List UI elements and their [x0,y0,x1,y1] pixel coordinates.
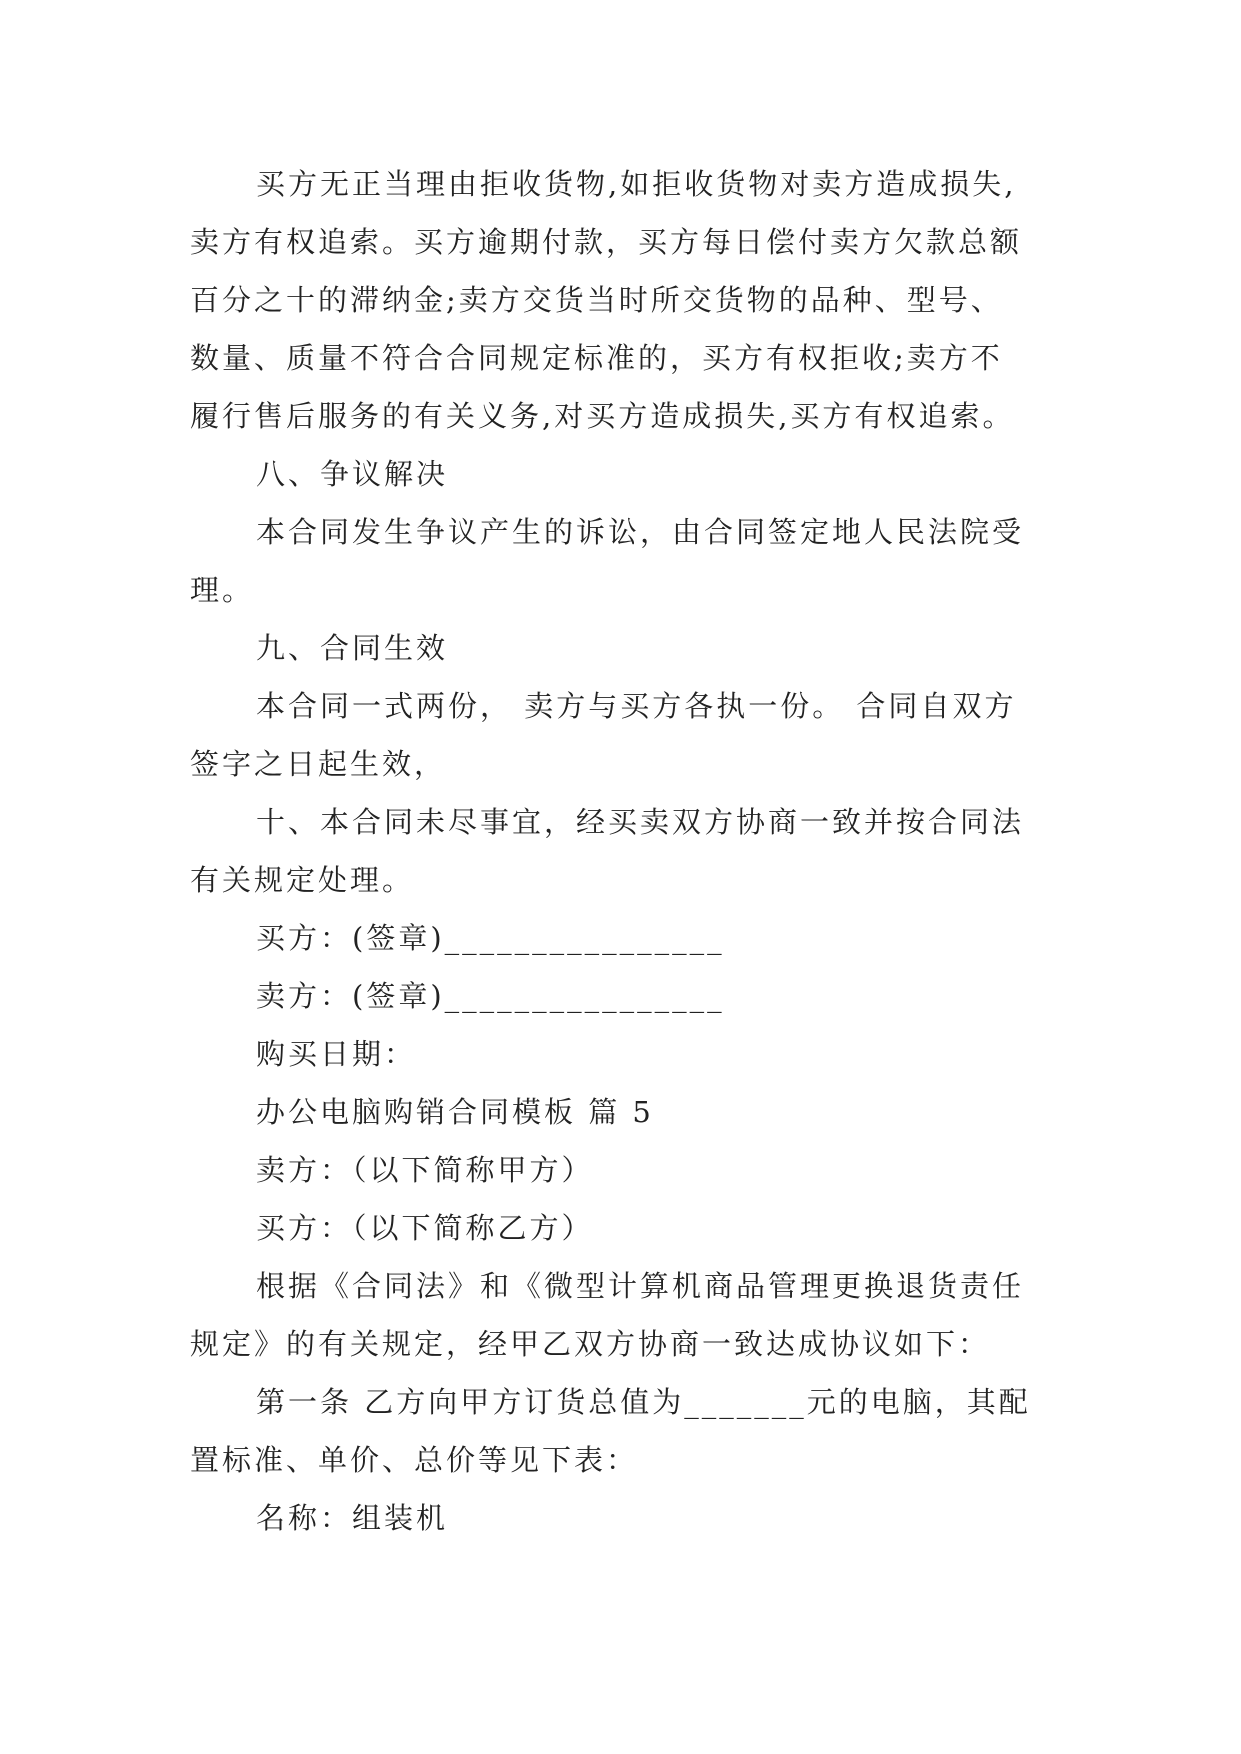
text-line: 有关规定处理。 [190,863,415,897]
text-line: 卖方有权追索。买方逾期付款，买方每日偿付卖方欠款总额 [190,225,1023,259]
buyer-signature-line: 买方：(签章)________________ [256,921,725,955]
text-line: 数量、质量不符合合同规定标准的，买方有权拒收;卖方不 [190,341,1003,375]
text-line: 卖方：（以下简称甲方） [256,1153,594,1187]
text-line: 第一条 乙方向甲方订货总值为_______元的电脑，其配 [256,1385,1031,1419]
seller-signature-line: 卖方：(签章)________________ [256,979,725,1013]
text-line: 根据《合同法》和《微型计算机商品管理更换退货责任 [256,1269,1025,1303]
text-line: 签字之日起生效， [190,747,447,781]
text-line: 百分之十的滞纳金;卖方交货当时所交货物的品种、型号、 [190,283,1003,317]
text-line: 名称：组装机 [256,1501,449,1535]
text-line: 本合同一式两份， 卖方与买方各执一份。 合同自双方 [256,689,1017,723]
text-line: 买方无正当理由拒收货物,如拒收货物对卖方造成损失, [256,167,1017,201]
document-body [190,155,1090,1547]
text-line: 十、本合同未尽事宜，经买卖双方协商一致并按合同法 [256,805,1025,839]
text-line: 本合同发生争议产生的诉讼，由合同签定地人民法院受 [256,515,1025,549]
purchase-date-line: 购买日期： [256,1037,417,1071]
section-heading: 九、合同生效 [256,631,449,665]
template-heading: 办公电脑购销合同模板 篇 5 [256,1095,654,1129]
text-line: 置标准、单价、总价等见下表： [190,1443,639,1477]
section-heading: 八、争议解决 [256,457,449,491]
text-line: 理。 [190,573,255,607]
text-line: 买方：（以下简称乙方） [256,1211,594,1245]
text-line: 规定》的有关规定，经甲乙双方协商一致达成协议如下： [190,1327,991,1361]
text-line: 履行售后服务的有关义务,对买方造成损失,买方有权追索。 [190,399,1015,433]
